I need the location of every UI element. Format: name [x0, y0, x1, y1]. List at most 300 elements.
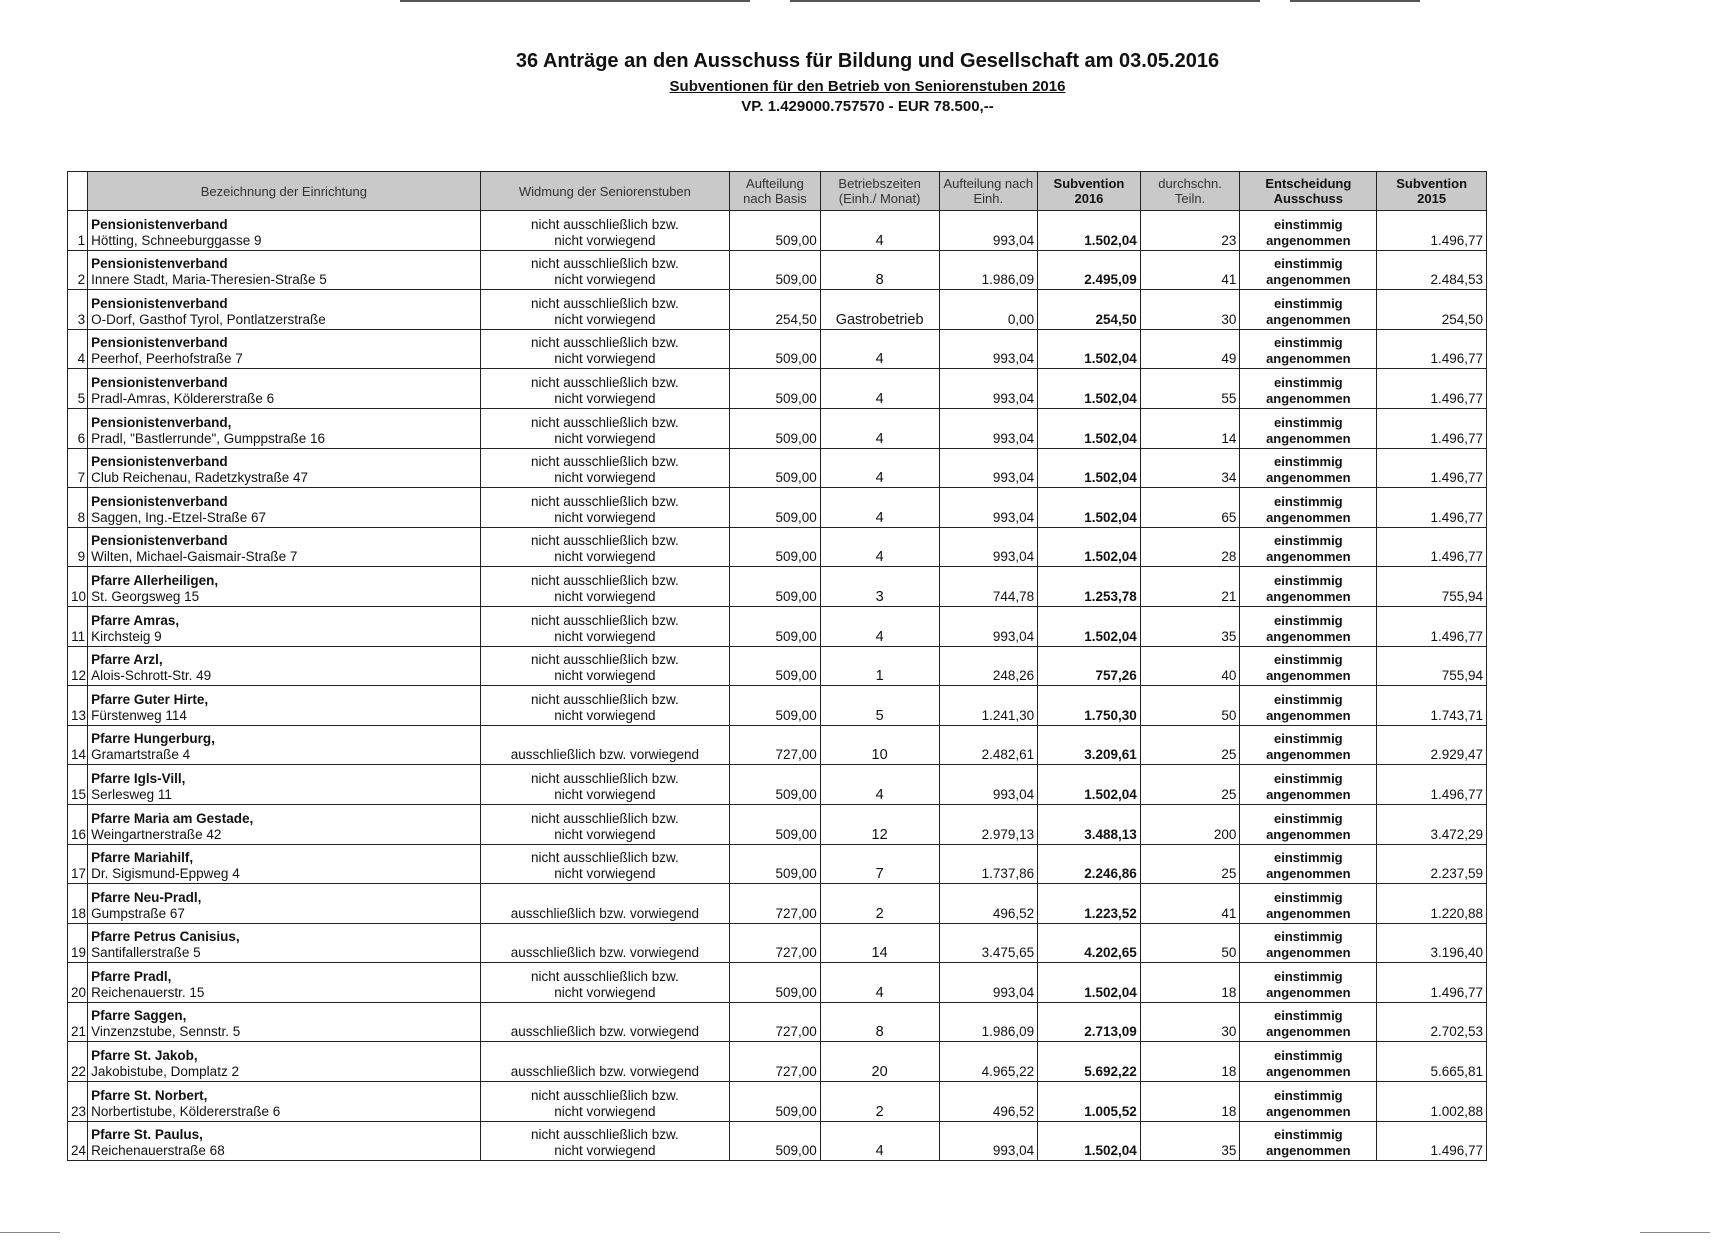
subvention-2015: 1.496,77: [1377, 527, 1487, 567]
decision-line-1: einstimmig: [1274, 850, 1343, 866]
decision-line-1: einstimmig: [1274, 295, 1343, 311]
widmung-cell: [480, 448, 730, 488]
decision-line-1: einstimmig: [1274, 454, 1343, 470]
organisation-name: Pfarre Igls-Vill,: [91, 770, 186, 786]
decision-line-2: angenommen: [1266, 786, 1351, 802]
header-subvention-2016: Subvention 2016: [1038, 172, 1141, 211]
durchschn-teiln: 41: [1140, 884, 1240, 924]
widmung-line-2: nicht vorwiegend: [554, 588, 656, 604]
widmung-cell: [480, 725, 730, 765]
widmung-line-1: nicht ausschließlich bzw.: [530, 612, 679, 628]
decision-line-2: angenommen: [1266, 945, 1351, 961]
widmung-line-2: nicht vorwiegend: [554, 628, 656, 644]
table-row: [68, 290, 1487, 330]
entscheidung-cell: [1240, 963, 1377, 1003]
aufteilung-basis: 727,00: [730, 923, 821, 963]
decision-line-2: angenommen: [1266, 866, 1351, 882]
durchschn-teiln: 41: [1140, 250, 1240, 290]
institution-cell: [88, 804, 480, 844]
subvention-2016: 3.209,61: [1038, 725, 1141, 765]
aufteilung-basis: 509,00: [730, 844, 821, 884]
institution-cell: [88, 725, 480, 765]
organisation-name: Pensionistenverband: [91, 335, 228, 351]
decision-line-2: angenommen: [1266, 826, 1351, 842]
subvention-2015: 1.496,77: [1377, 963, 1487, 1003]
organisation-name: Pensionistenverband: [91, 374, 228, 390]
table-row: [68, 488, 1487, 528]
aufteilung-einh: 993,04: [939, 527, 1038, 567]
entscheidung-cell: [1240, 211, 1377, 251]
subvention-2015: 254,50: [1377, 290, 1487, 330]
header-basis: Aufteilung nach Basis: [730, 172, 821, 211]
decision-line-2: angenommen: [1266, 232, 1351, 248]
aufteilung-einh: 744,78: [939, 567, 1038, 607]
widmung-cell: [480, 290, 730, 330]
institution-address: Pradl, "Bastlerrunde", Gumppstraße 16: [91, 430, 326, 446]
aufteilung-einh: 2.482,61: [939, 725, 1038, 765]
table-row: [68, 923, 1487, 963]
row-number: 8: [68, 488, 88, 528]
aufteilung-einh: 4.965,22: [939, 1042, 1038, 1082]
decision-line-1: einstimmig: [1274, 1127, 1343, 1143]
organisation-name: Pfarre Guter Hirte,: [91, 691, 209, 707]
table-row: [68, 1042, 1487, 1082]
decision-line-1: einstimmig: [1274, 612, 1343, 628]
betriebszeiten: 4: [820, 369, 939, 409]
widmung-cell: [480, 1002, 730, 1042]
entscheidung-cell: [1240, 1082, 1377, 1122]
subvention-2016: 1.253,78: [1038, 567, 1141, 607]
widmung-cell: [480, 923, 730, 963]
aufteilung-basis: 509,00: [730, 1121, 821, 1161]
subvention-2015: 2.237,59: [1377, 844, 1487, 884]
widmung-cell: [480, 1042, 730, 1082]
widmung-line-2: nicht vorwiegend: [554, 272, 656, 288]
entscheidung-cell: [1240, 527, 1377, 567]
subvention-2016: 1.502,04: [1038, 1121, 1141, 1161]
subvention-2016: 1.502,04: [1038, 448, 1141, 488]
organisation-name: Pfarre Neu-Pradl,: [91, 889, 202, 905]
organisation-name: Pensionistenverband: [91, 533, 228, 549]
institution-address: Hötting, Schneeburggasse 9: [91, 232, 262, 248]
subvention-2016: 4.202,65: [1038, 923, 1141, 963]
subvention-2015: 1.002,88: [1377, 1082, 1487, 1122]
aufteilung-einh: 993,04: [939, 448, 1038, 488]
durchschn-teiln: 18: [1140, 1042, 1240, 1082]
organisation-name: Pfarre Amras,: [91, 612, 180, 628]
subvention-2016: 2.495,09: [1038, 250, 1141, 290]
aufteilung-basis: 509,00: [730, 527, 821, 567]
durchschn-teiln: 40: [1140, 646, 1240, 686]
institution-address: Fürstenweg 114: [91, 707, 187, 723]
row-number: 10: [68, 567, 88, 607]
decision-line-2: angenommen: [1266, 1024, 1351, 1040]
widmung-line-1: nicht ausschließlich bzw.: [530, 454, 679, 470]
organisation-name: Pfarre Mariahilf,: [91, 850, 194, 866]
decision-line-1: einstimmig: [1274, 731, 1343, 747]
widmung-line-1: nicht ausschließlich bzw.: [530, 256, 679, 272]
institution-address: Weingartnerstraße 42: [91, 826, 222, 842]
widmung-line-2: nicht vorwiegend: [554, 470, 656, 486]
institution-address: Peerhof, Peerhofstraße 7: [91, 351, 243, 367]
betriebszeiten: Gastrobetrieb: [820, 290, 939, 330]
widmung-line-2: ausschließlich bzw. vorwiegend: [510, 1024, 700, 1040]
decision-line-2: angenommen: [1266, 905, 1351, 921]
subvention-2015: 1.496,77: [1377, 765, 1487, 805]
decision-line-1: einstimmig: [1274, 533, 1343, 549]
subvention-2016: 1.005,52: [1038, 1082, 1141, 1122]
betriebszeiten: 4: [820, 488, 939, 528]
aufteilung-basis: 727,00: [730, 1042, 821, 1082]
table-row: [68, 408, 1487, 448]
institution-address: Kirchsteig 9: [91, 628, 162, 644]
widmung-cell: [480, 844, 730, 884]
aufteilung-basis: 509,00: [730, 369, 821, 409]
aufteilung-einh: 993,04: [939, 211, 1038, 251]
decision-line-2: angenommen: [1266, 470, 1351, 486]
widmung-line-2: nicht vorwiegend: [554, 866, 656, 882]
entscheidung-cell: [1240, 567, 1377, 607]
table-row: [68, 448, 1487, 488]
widmung-line-2: nicht vorwiegend: [554, 826, 656, 842]
aufteilung-basis: 727,00: [730, 725, 821, 765]
scan-edge-mark: [790, 0, 1260, 2]
durchschn-teiln: 35: [1140, 1121, 1240, 1161]
aufteilung-einh: 993,04: [939, 329, 1038, 369]
widmung-line-1: nicht ausschließlich bzw.: [530, 493, 679, 509]
widmung-cell: [480, 646, 730, 686]
institution-cell: [88, 527, 480, 567]
betriebszeiten: 4: [820, 211, 939, 251]
institution-address: O-Dorf, Gasthof Tyrol, Pontlatzerstraße: [91, 311, 326, 327]
table-row: [68, 1121, 1487, 1161]
scan-edge-mark: [0, 1232, 60, 1233]
durchschn-teiln: 30: [1140, 1002, 1240, 1042]
subvention-2016: 757,26: [1038, 646, 1141, 686]
institution-cell: [88, 606, 480, 646]
aufteilung-einh: 1.986,09: [939, 1002, 1038, 1042]
header-name: Bezeichnung der Einrichtung: [88, 172, 480, 211]
institution-cell: [88, 765, 480, 805]
row-number: 4: [68, 329, 88, 369]
decision-line-2: angenommen: [1266, 1143, 1351, 1159]
durchschn-teiln: 50: [1140, 686, 1240, 726]
budget-line: VP. 1.429000.757570 - EUR 78.500,--: [741, 98, 994, 115]
decision-line-1: einstimmig: [1274, 572, 1343, 588]
aufteilung-basis: 509,00: [730, 567, 821, 607]
decision-line-2: angenommen: [1266, 747, 1351, 763]
decision-line-2: angenommen: [1266, 351, 1351, 367]
header-subvention-2015: Subvention 2015: [1377, 172, 1487, 211]
subvention-2016: 1.223,52: [1038, 884, 1141, 924]
betriebszeiten: 10: [820, 725, 939, 765]
subvention-2015: 2.484,53: [1377, 250, 1487, 290]
aufteilung-einh: 248,26: [939, 646, 1038, 686]
widmung-line-1: nicht ausschließlich bzw.: [530, 850, 679, 866]
durchschn-teiln: 18: [1140, 1082, 1240, 1122]
subvention-2015: 1.496,77: [1377, 408, 1487, 448]
header-nr: [68, 172, 88, 211]
decision-line-2: angenommen: [1266, 984, 1351, 1000]
widmung-cell: [480, 765, 730, 805]
widmung-line-2: ausschließlich bzw. vorwiegend: [510, 1064, 700, 1080]
subvention-2016: 1.502,04: [1038, 329, 1141, 369]
entscheidung-cell: [1240, 1002, 1377, 1042]
entscheidung-cell: [1240, 844, 1377, 884]
durchschn-teiln: 25: [1140, 844, 1240, 884]
decision-line-2: angenommen: [1266, 628, 1351, 644]
institution-address: Reichenauerstraße 68: [91, 1143, 225, 1159]
subvention-2016: 2.246,86: [1038, 844, 1141, 884]
betriebszeiten: 7: [820, 844, 939, 884]
row-number: 3: [68, 290, 88, 330]
header-entscheidung: Entscheidung Ausschuss: [1240, 172, 1377, 211]
widmung-line-2: nicht vorwiegend: [554, 786, 656, 802]
institution-cell: [88, 1042, 480, 1082]
row-number: 12: [68, 646, 88, 686]
organisation-name: Pfarre Allerheiligen,: [91, 572, 219, 588]
decision-line-1: einstimmig: [1274, 1048, 1343, 1064]
institution-cell: [88, 408, 480, 448]
table-row: [68, 211, 1487, 251]
table-row: [68, 646, 1487, 686]
organisation-name: Pfarre Maria am Gestade,: [91, 810, 254, 826]
institution-cell: [88, 488, 480, 528]
aufteilung-einh: 2.979,13: [939, 804, 1038, 844]
durchschn-teiln: 49: [1140, 329, 1240, 369]
entscheidung-cell: [1240, 646, 1377, 686]
subvention-2016: 1.502,04: [1038, 963, 1141, 1003]
aufteilung-einh: 993,04: [939, 488, 1038, 528]
table-row: [68, 963, 1487, 1003]
aufteilung-einh: 1.737,86: [939, 844, 1038, 884]
table-row: [68, 844, 1487, 884]
entscheidung-cell: [1240, 923, 1377, 963]
aufteilung-basis: 509,00: [730, 329, 821, 369]
decision-line-1: einstimmig: [1274, 256, 1343, 272]
widmung-line-1: nicht ausschließlich bzw.: [530, 691, 679, 707]
widmung-line-2: nicht vorwiegend: [554, 351, 656, 367]
betriebszeiten: 3: [820, 567, 939, 607]
table-header-row: [68, 172, 1487, 211]
row-number: 13: [68, 686, 88, 726]
entscheidung-cell: [1240, 250, 1377, 290]
decision-line-2: angenommen: [1266, 272, 1351, 288]
organisation-name: Pensionistenverband,: [91, 414, 232, 430]
entscheidung-cell: [1240, 1042, 1377, 1082]
institution-address: Norbertistube, Köldererstraße 6: [91, 1103, 281, 1119]
row-number: 21: [68, 1002, 88, 1042]
widmung-line-2: nicht vorwiegend: [554, 311, 656, 327]
row-number: 16: [68, 804, 88, 844]
page-title: 36 Anträge an den Ausschuss für Bildung und Gesellschaft am 03.05.2016: [515, 50, 1220, 72]
durchschn-teiln: 23: [1140, 211, 1240, 251]
widmung-line-2: ausschließlich bzw. vorwiegend: [510, 747, 700, 763]
subvention-2016: 3.488,13: [1038, 804, 1141, 844]
widmung-line-2: nicht vorwiegend: [554, 984, 656, 1000]
decision-line-2: angenommen: [1266, 1103, 1351, 1119]
organisation-name: Pfarre Saggen,: [91, 1008, 187, 1024]
table-row: [68, 725, 1487, 765]
subvention-2015: 755,94: [1377, 567, 1487, 607]
entscheidung-cell: [1240, 290, 1377, 330]
institution-cell: [88, 250, 480, 290]
entscheidung-cell: [1240, 488, 1377, 528]
scan-edge-mark: [1640, 1232, 1710, 1233]
entscheidung-cell: [1240, 765, 1377, 805]
durchschn-teiln: 34: [1140, 448, 1240, 488]
widmung-cell: [480, 1082, 730, 1122]
decision-line-1: einstimmig: [1274, 1008, 1343, 1024]
widmung-line-2: nicht vorwiegend: [554, 430, 656, 446]
widmung-line-1: nicht ausschließlich bzw.: [530, 770, 679, 786]
row-number: 7: [68, 448, 88, 488]
decision-line-2: angenommen: [1266, 509, 1351, 525]
institution-address: Gramartstraße 4: [91, 747, 191, 763]
scan-edge-mark: [400, 0, 750, 2]
durchschn-teiln: 28: [1140, 527, 1240, 567]
widmung-cell: [480, 488, 730, 528]
table-row: [68, 527, 1487, 567]
aufteilung-basis: 509,00: [730, 646, 821, 686]
aufteilung-basis: 509,00: [730, 408, 821, 448]
widmung-line-1: nicht ausschließlich bzw.: [530, 1127, 679, 1143]
institution-cell: [88, 1082, 480, 1122]
aufteilung-basis: 254,50: [730, 290, 821, 330]
subvention-2016: 2.713,09: [1038, 1002, 1141, 1042]
aufteilung-einh: 993,04: [939, 1121, 1038, 1161]
organisation-name: Pensionistenverband: [91, 454, 228, 470]
widmung-line-2: nicht vorwiegend: [554, 390, 656, 406]
institution-address: Jakobistube, Domplatz 2: [91, 1064, 239, 1080]
institution-address: Santifallerstraße 5: [91, 945, 201, 961]
header-widmung: Widmung der Seniorenstuben: [480, 172, 730, 211]
institution-cell: [88, 844, 480, 884]
widmung-cell: [480, 606, 730, 646]
subvention-2015: 3.472,29: [1377, 804, 1487, 844]
betriebszeiten: 4: [820, 408, 939, 448]
row-number: 15: [68, 765, 88, 805]
institution-address: Dr. Sigismund-Eppweg 4: [91, 866, 240, 882]
durchschn-teiln: 200: [1140, 804, 1240, 844]
betriebszeiten: 4: [820, 606, 939, 646]
institution-cell: [88, 1121, 480, 1161]
widmung-line-2: nicht vorwiegend: [554, 668, 656, 684]
durchschn-teiln: 35: [1140, 606, 1240, 646]
row-number: 22: [68, 1042, 88, 1082]
durchschn-teiln: 18: [1140, 963, 1240, 1003]
widmung-line-2: nicht vorwiegend: [554, 509, 656, 525]
aufteilung-basis: 727,00: [730, 1002, 821, 1042]
widmung-cell: [480, 884, 730, 924]
subvention-2016: 1.502,04: [1038, 488, 1141, 528]
aufteilung-einh: 496,52: [939, 1082, 1038, 1122]
subvention-2015: 1.496,77: [1377, 211, 1487, 251]
subvention-2016: 1.502,04: [1038, 606, 1141, 646]
widmung-line-1: nicht ausschließlich bzw.: [530, 335, 679, 351]
durchschn-teiln: 25: [1140, 765, 1240, 805]
institution-cell: [88, 884, 480, 924]
widmung-line-2: nicht vorwiegend: [554, 549, 656, 565]
decision-line-2: angenommen: [1266, 707, 1351, 723]
subvention-2016: 5.692,22: [1038, 1042, 1141, 1082]
row-number: 24: [68, 1121, 88, 1161]
entscheidung-cell: [1240, 686, 1377, 726]
widmung-cell: [480, 329, 730, 369]
widmung-line-1: nicht ausschließlich bzw.: [530, 414, 679, 430]
subvention-2015: 755,94: [1377, 646, 1487, 686]
institution-address: Wilten, Michael-Gaismair-Straße 7: [91, 549, 298, 565]
institution-address: Alois-Schrott-Str. 49: [91, 668, 212, 684]
widmung-line-1: nicht ausschließlich bzw.: [530, 216, 679, 232]
institution-cell: [88, 646, 480, 686]
table-row: [68, 884, 1487, 924]
aufteilung-einh: 993,04: [939, 606, 1038, 646]
institution-cell: [88, 290, 480, 330]
betriebszeiten: 4: [820, 765, 939, 805]
decision-line-1: einstimmig: [1274, 493, 1343, 509]
institution-cell: [88, 1002, 480, 1042]
institution-address: Club Reichenau, Radetzkystraße 47: [91, 470, 308, 486]
row-number: 11: [68, 606, 88, 646]
aufteilung-einh: 1.241,30: [939, 686, 1038, 726]
widmung-line-1: nicht ausschließlich bzw.: [530, 572, 679, 588]
betriebszeiten: 4: [820, 329, 939, 369]
decision-line-2: angenommen: [1266, 1064, 1351, 1080]
betriebszeiten: 2: [820, 884, 939, 924]
row-number: 5: [68, 369, 88, 409]
institution-address: Serlesweg 11: [91, 786, 172, 802]
subvention-2015: 2.929,47: [1377, 725, 1487, 765]
subvention-2015: 1.496,77: [1377, 488, 1487, 528]
widmung-line-2: ausschließlich bzw. vorwiegend: [510, 905, 700, 921]
betriebszeiten: 14: [820, 923, 939, 963]
table-row: [68, 804, 1487, 844]
organisation-name: Pensionistenverband: [91, 295, 228, 311]
widmung-line-2: ausschließlich bzw. vorwiegend: [510, 945, 700, 961]
subvention-2015: 1.496,77: [1377, 329, 1487, 369]
decision-line-1: einstimmig: [1274, 652, 1343, 668]
widmung-line-1: nicht ausschließlich bzw.: [530, 374, 679, 390]
betriebszeiten: 8: [820, 250, 939, 290]
subvention-2016: 1.502,04: [1038, 369, 1141, 409]
widmung-line-1: nicht ausschließlich bzw.: [530, 652, 679, 668]
page-subtitle: Subventionen für den Betrieb von Seniorenstuben 2016: [669, 78, 1066, 95]
widmung-cell: [480, 211, 730, 251]
aufteilung-basis: 509,00: [730, 211, 821, 251]
table-row: [68, 1082, 1487, 1122]
decision-line-1: einstimmig: [1274, 770, 1343, 786]
decision-line-1: einstimmig: [1274, 1087, 1343, 1103]
subvention-2015: 2.702,53: [1377, 1002, 1487, 1042]
subsidy-table: [67, 171, 1487, 1161]
aufteilung-basis: 509,00: [730, 250, 821, 290]
institution-cell: [88, 448, 480, 488]
row-number: 19: [68, 923, 88, 963]
organisation-name: Pensionistenverband: [91, 216, 228, 232]
institution-address: Gumpstraße 67: [91, 905, 185, 921]
subvention-2015: 1.220,88: [1377, 884, 1487, 924]
durchschn-teiln: 50: [1140, 923, 1240, 963]
betriebszeiten: 4: [820, 963, 939, 1003]
decision-line-1: einstimmig: [1274, 889, 1343, 905]
decision-line-1: einstimmig: [1274, 691, 1343, 707]
durchschn-teiln: 25: [1140, 725, 1240, 765]
aufteilung-einh: 993,04: [939, 765, 1038, 805]
organisation-name: Pensionistenverband: [91, 256, 228, 272]
decision-line-1: einstimmig: [1274, 414, 1343, 430]
decision-line-1: einstimmig: [1274, 968, 1343, 984]
